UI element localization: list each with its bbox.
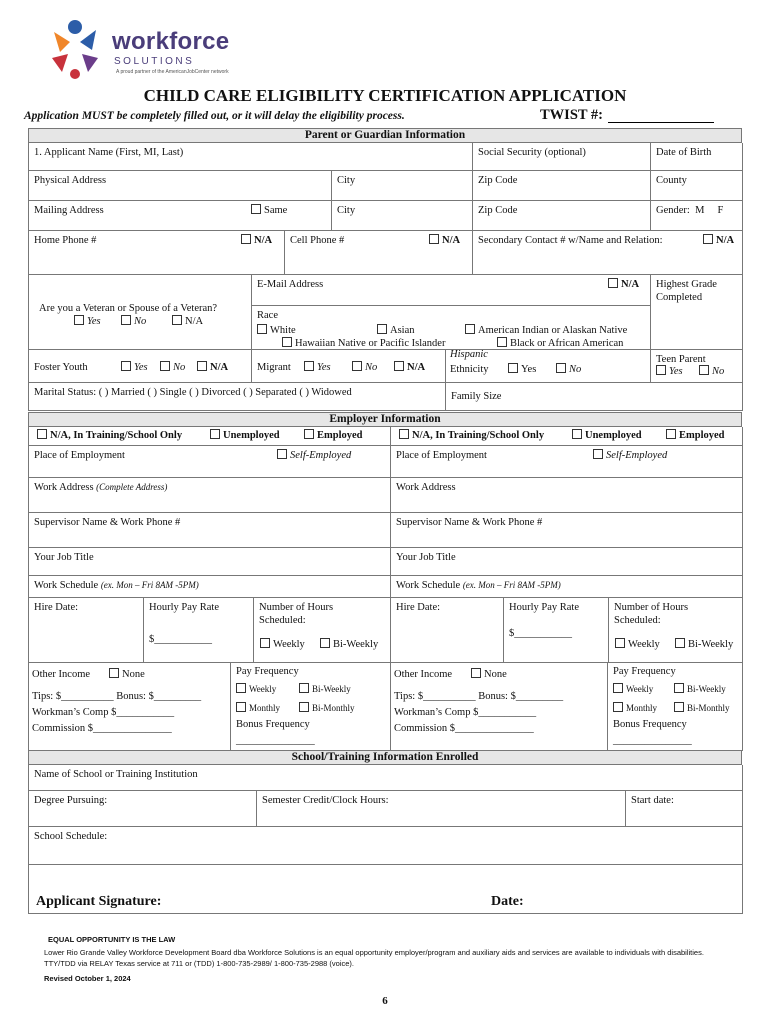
applicant-name-field[interactable]: 1. Applicant Name (First, MI, Last) — [29, 143, 473, 171]
school-name-field[interactable]: Name of School or Training Institution — [29, 765, 743, 791]
right-hourly-rate[interactable]: Hourly Pay Rate $___________ — [504, 598, 609, 663]
section-header-parent: Parent or Guardian Information — [28, 128, 742, 143]
left-hours-scheduled: Number of Hours Scheduled: Weekly Bi-Weekly — [254, 598, 391, 663]
right-na-training-checkbox[interactable] — [399, 429, 409, 439]
family-size-field[interactable]: Family Size — [446, 383, 743, 411]
logo-tagline: A proud partner of the AmericanJobCenter network — [116, 69, 229, 75]
left-weekly-checkbox[interactable] — [260, 638, 270, 648]
employer-info-table — [28, 427, 742, 751]
veteran-yes-checkbox[interactable] — [74, 315, 84, 325]
hispanic-yes-checkbox[interactable] — [508, 363, 518, 373]
secondary-contact-na-checkbox[interactable] — [703, 234, 713, 244]
veteran-question: Are you a Veteran or Spouse of a Veteran? Yes No N/A — [29, 275, 252, 350]
same-checkbox[interactable] — [251, 204, 261, 214]
left-job-title[interactable]: Your Job Title — [29, 548, 391, 576]
right-work-schedule[interactable]: Work Schedule (ex. Mon – Fri 8AM -5PM) — [391, 576, 743, 598]
workforce-logo — [44, 18, 234, 82]
left-pf-biweekly-checkbox[interactable] — [299, 683, 309, 693]
foster-yes-checkbox[interactable] — [121, 361, 131, 371]
right-work-address[interactable]: Work Address — [391, 478, 743, 513]
left-supervisor[interactable]: Supervisor Name & Work Phone # — [29, 513, 391, 548]
right-pay-frequency: Pay Frequency Weekly Bi-Weekly Monthly Bi-Monthly Bonus Frequency _______________ — [608, 663, 743, 751]
start-date-field[interactable]: Start date: — [626, 791, 743, 827]
foster-youth-field: Foster Youth Yes No N/A — [29, 350, 252, 383]
race-field: Race White Asian American Indian or Alaskan Native Hawaiian Native or Pacific Islander Black or African American — [252, 306, 651, 350]
left-pay-frequency: Pay Frequency Weekly Bi-Weekly Monthly Bi-Monthly Bonus Frequency _______________ — [231, 663, 391, 751]
mailing-city-field[interactable]: City — [332, 201, 473, 231]
left-hourly-rate[interactable]: Hourly Pay Rate $___________ — [144, 598, 254, 663]
employer-status-left: N/A, In Training/School Only Unemployed Employed — [29, 427, 391, 446]
signature-date-label[interactable]: Date: — [491, 894, 524, 909]
left-hire-date[interactable]: Hire Date: — [29, 598, 144, 663]
teen-no-checkbox[interactable] — [699, 365, 709, 375]
instruction-text: Application MUST be completely filled out, or it will delay the eligibility process. — [24, 110, 405, 122]
migrant-field: Migrant Yes No N/A — [252, 350, 446, 383]
logo-wordmark: workforce — [112, 28, 230, 55]
city-field[interactable]: City — [332, 171, 473, 201]
mailing-zip-field[interactable]: Zip Code — [473, 201, 651, 231]
hispanic-no-checkbox[interactable] — [556, 363, 566, 373]
right-job-title[interactable]: Your Job Title — [391, 548, 743, 576]
left-biweekly-checkbox[interactable] — [320, 638, 330, 648]
teen-yes-checkbox[interactable] — [656, 365, 666, 375]
marital-status-field[interactable]: Marital Status: ( ) Married ( ) Single ( ) Divorced ( ) Separated ( ) Widowed — [29, 383, 446, 411]
foster-no-checkbox[interactable] — [160, 361, 170, 371]
school-schedule-field[interactable]: School Schedule: — [29, 827, 743, 865]
form-title: CHILD CARE ELIGIBILITY CERTIFICATION APPLICATION — [143, 86, 627, 105]
race-aian-checkbox[interactable] — [465, 324, 475, 334]
right-pf-biweekly-checkbox[interactable] — [674, 683, 684, 693]
right-supervisor[interactable]: Supervisor Name & Work Phone # — [391, 513, 743, 548]
right-employed-checkbox[interactable] — [666, 429, 676, 439]
left-other-income: Other Income None Tips: $__________ Bonus: $_________ Workman’s Comp $___________ Commission $_______________ — [29, 663, 231, 751]
left-na-training-checkbox[interactable] — [37, 429, 47, 439]
secondary-contact-field[interactable]: Secondary Contact # w/Name and Relation: N/A — [473, 231, 743, 275]
parent-info-table — [28, 143, 742, 411]
right-pf-bimonthly-checkbox[interactable] — [674, 702, 684, 712]
left-pf-weekly-checkbox[interactable] — [236, 683, 246, 693]
mailing-address-field[interactable]: Mailing Address Same — [29, 201, 332, 231]
email-na-checkbox[interactable] — [608, 278, 618, 288]
gender-field[interactable]: Gender: M F — [651, 201, 743, 231]
ethnicity-field: Hispanic Ethnicity Yes No — [446, 350, 651, 383]
dob-field[interactable]: Date of Birth — [651, 143, 743, 171]
revised-date: Revised October 1, 2024 — [44, 974, 131, 983]
logo-subtitle: SOLUTIONS — [114, 56, 195, 67]
foster-na-checkbox[interactable] — [197, 361, 207, 371]
school-info-table — [28, 765, 742, 914]
twist-number-field[interactable] — [608, 122, 714, 123]
left-pf-monthly-checkbox[interactable] — [236, 702, 246, 712]
right-self-employed-checkbox[interactable] — [593, 449, 603, 459]
left-none-checkbox[interactable] — [109, 668, 119, 678]
right-weekly-checkbox[interactable] — [615, 638, 625, 648]
employer-status-right: N/A, In Training/School Only Unemployed Employed — [391, 427, 743, 446]
section-header-school: School/Training Information Enrolled — [28, 750, 742, 765]
race-asian-checkbox[interactable] — [377, 324, 387, 334]
right-biweekly-checkbox[interactable] — [675, 638, 685, 648]
cell-phone-field[interactable]: Cell Phone # N/A — [285, 231, 473, 275]
page-number: 6 — [382, 995, 388, 1007]
ssn-field[interactable]: Social Security (optional) — [473, 143, 651, 171]
right-none-checkbox[interactable] — [471, 668, 481, 678]
veteran-no-checkbox[interactable] — [121, 315, 131, 325]
race-nhpi-checkbox[interactable] — [282, 337, 292, 347]
right-place-of-employment[interactable]: Place of Employment Self-Employed — [391, 446, 743, 478]
left-place-of-employment[interactable]: Place of Employment Self-Employed — [29, 446, 391, 478]
applicant-signature-label[interactable]: Applicant Signature: — [36, 894, 162, 909]
right-other-income: Other Income None Tips: $__________ Bonus: $_________ Workman’s Comp $___________ Commission $_______________ — [391, 663, 608, 751]
left-pf-bimonthly-checkbox[interactable] — [299, 702, 309, 712]
left-employed-checkbox[interactable] — [304, 429, 314, 439]
section-header-employer: Employer Information — [28, 412, 742, 427]
migrant-yes-checkbox[interactable] — [304, 361, 314, 371]
left-unemployed-checkbox[interactable] — [210, 429, 220, 439]
right-unemployed-checkbox[interactable] — [572, 429, 582, 439]
left-self-employed-checkbox[interactable] — [277, 449, 287, 459]
twist-label: TWIST #: — [540, 107, 603, 123]
physical-address-field[interactable]: Physical Address — [29, 171, 332, 201]
home-phone-field[interactable]: Home Phone # N/A — [29, 231, 285, 275]
right-pf-monthly-checkbox[interactable] — [613, 702, 623, 712]
eeo-title: EQUAL OPPORTUNITY IS THE LAW — [48, 935, 176, 944]
teen-parent-field: Teen Parent Yes No — [651, 350, 743, 383]
signature-row — [29, 865, 743, 914]
migrant-no-checkbox[interactable] — [352, 361, 362, 371]
right-hours-scheduled: Number of Hours Scheduled: Weekly Bi-Weekly — [609, 598, 743, 663]
home-phone-na-checkbox[interactable] — [241, 234, 251, 244]
right-hire-date[interactable]: Hire Date: — [391, 598, 504, 663]
logo-mark-icon — [44, 18, 106, 80]
credit-hours-field[interactable]: Semester Credit/Clock Hours: — [257, 791, 626, 827]
county-field[interactable]: County — [651, 171, 743, 201]
left-work-schedule[interactable]: Work Schedule (ex. Mon – Fri 8AM -5PM) — [29, 576, 391, 598]
race-black-checkbox[interactable] — [497, 337, 507, 347]
email-field[interactable]: E-Mail Address N/A — [252, 275, 651, 306]
zip-field[interactable]: Zip Code — [473, 171, 651, 201]
migrant-na-checkbox[interactable] — [394, 361, 404, 371]
race-white-checkbox[interactable] — [257, 324, 267, 334]
highest-grade-field[interactable]: Highest Grade Completed — [651, 275, 743, 350]
left-work-address[interactable]: Work Address (Complete Address) — [29, 478, 391, 513]
veteran-na-checkbox[interactable] — [172, 315, 182, 325]
cell-phone-na-checkbox[interactable] — [429, 234, 439, 244]
degree-pursuing-field[interactable]: Degree Pursuing: — [29, 791, 257, 827]
eeo-text: Lower Rio Grande Valley Workforce Development Board dba Workforce Solutions is an equal opportunity employer/program and auxiliary aids and services are available to individuals with disabilities. TTY/TDD via RELAY Texas service at 711 or (TDD) 1-800-735-2989/ 1-800-735-2988 (voice). — [44, 948, 704, 968]
right-pf-weekly-checkbox[interactable] — [613, 683, 623, 693]
